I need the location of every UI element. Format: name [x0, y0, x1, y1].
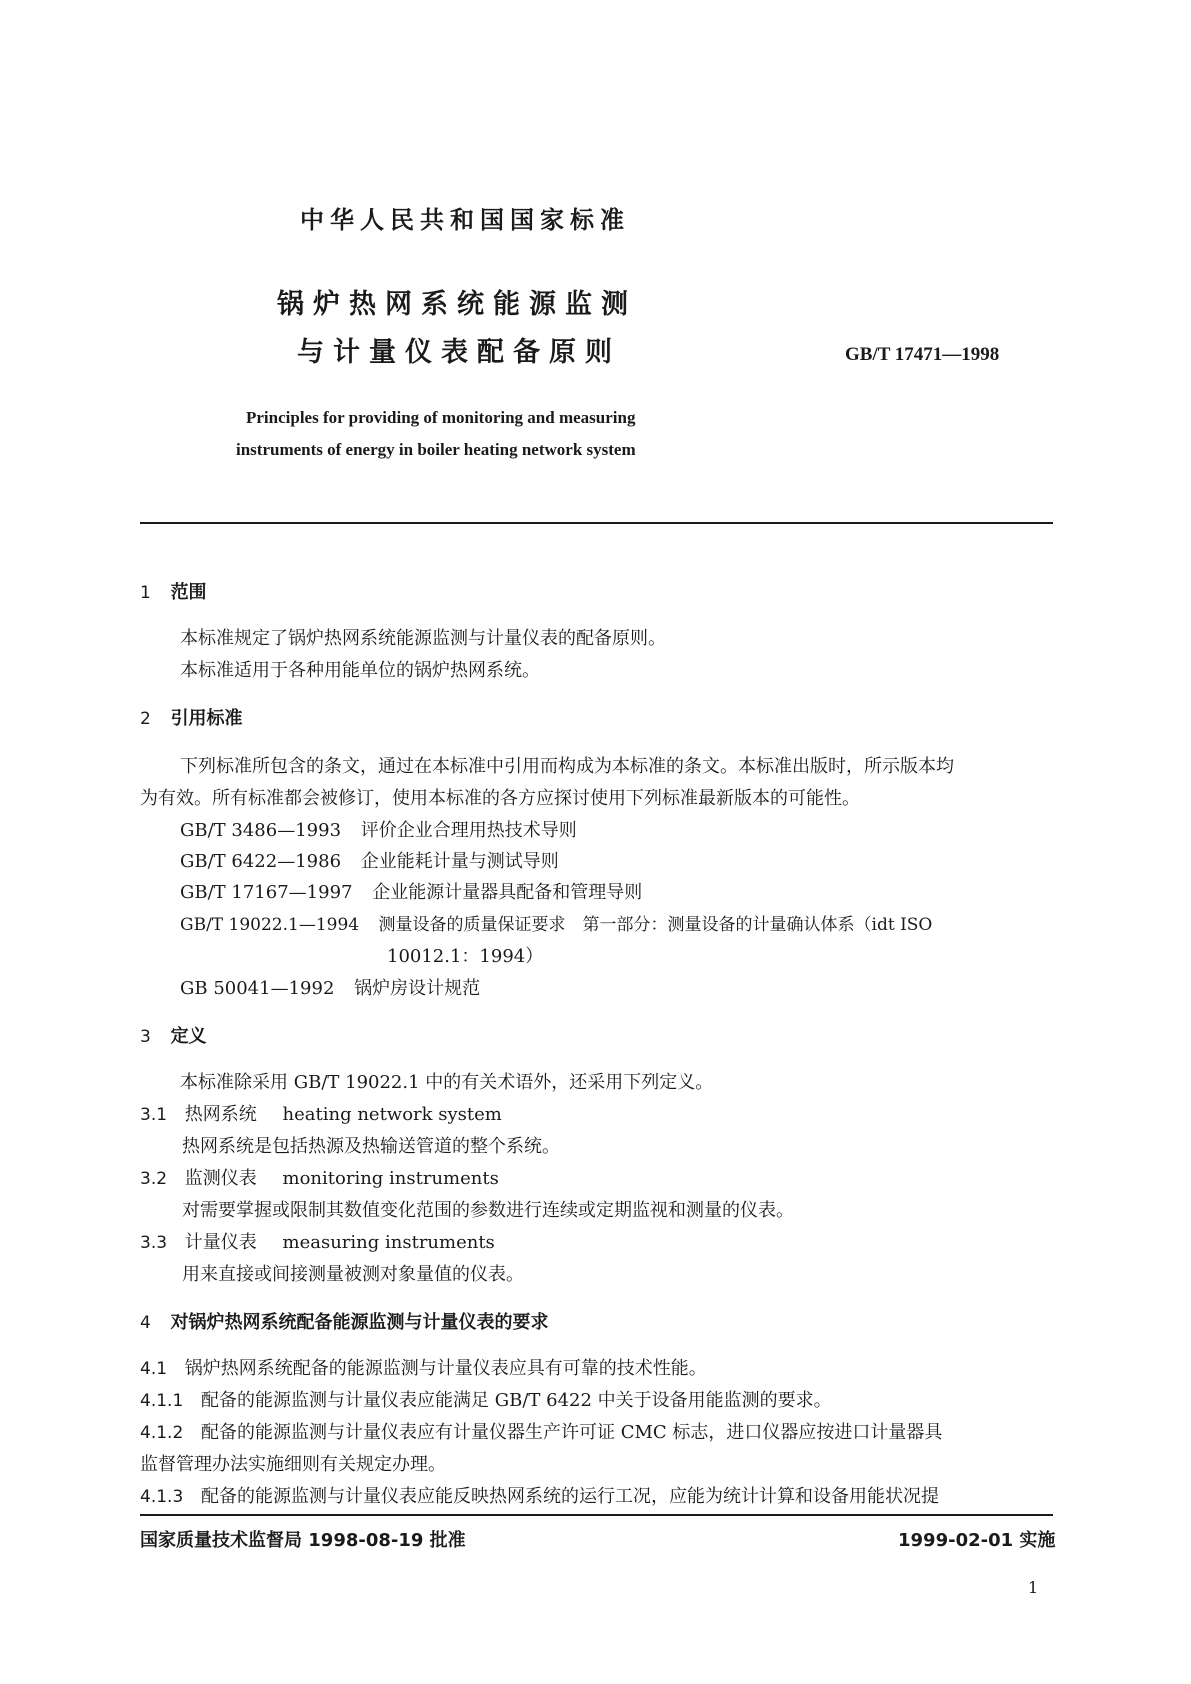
section3-title: 定义: [170, 1026, 207, 1047]
clause-row: [140, 1418, 942, 1444]
footer-divider: [140, 1514, 1053, 1516]
reference-title: 评价企业合理用热技术导则: [360, 820, 577, 841]
section2-number: 2: [140, 709, 151, 729]
definition-number: 3.2: [140, 1169, 168, 1189]
clause-text: 锅炉热网系统配备的能源监测与计量仪表应具有可靠的技术性能。: [184, 1358, 707, 1379]
definition-term-row: [140, 1228, 495, 1254]
reference-item: [180, 847, 559, 873]
clause-number: 4.1.1: [140, 1391, 184, 1411]
document-title-line2: 与计量仪表配备原则: [297, 337, 621, 368]
clause-row: [140, 1386, 832, 1412]
definition-number: 3.3: [140, 1233, 168, 1253]
section1-title: 范围: [170, 582, 207, 603]
definition-term-row: [140, 1100, 502, 1126]
section1-paragraph-1: 本标准规定了锅炉热网系统能源监测与计量仪表的配备原则。: [180, 628, 666, 649]
clause-row: [140, 1354, 707, 1380]
section1-paragraph-2: 本标准适用于各种用能单位的锅炉热网系统。: [180, 660, 540, 681]
reference-title: 企业能耗计量与测试导则: [360, 851, 559, 872]
section4-heading: [140, 1308, 549, 1334]
reference-title: 测量设备的质量保证要求 第一部分：测量设备的计量确认体系（idt ISO: [378, 915, 933, 935]
clause-text: 配备的能源监测与计量仪表应有计量仪器生产许可证 CMC 标志，进口仪器应按进口计量器具: [201, 1422, 943, 1443]
section4-number: 4: [140, 1313, 151, 1333]
reference-item: [180, 974, 480, 1000]
reference-code: GB/T 6422—1986: [180, 851, 342, 872]
english-title-line2: instruments of energy in boiler heating network system: [236, 440, 636, 459]
reference-item: [180, 910, 932, 935]
section3-number: 3: [140, 1027, 151, 1047]
reference-title: 锅炉房设计规范: [354, 978, 481, 999]
page-number: 1: [1028, 1578, 1039, 1597]
section2-intro-line2: 为有效。所有标准都会被修订，使用本标准的各方应探讨使用下列标准最新版本的可能性。: [140, 788, 860, 809]
section1-heading: [140, 578, 207, 604]
reference-code: GB/T 17167—1997: [180, 882, 353, 903]
definition-english: heating network system: [282, 1104, 502, 1125]
clause-text: 配备的能源监测与计量仪表应能反映热网系统的运行工况，应能为统计计算和设备用能状况提: [201, 1486, 939, 1507]
approval-line: 国家质量技术监督局 1998-08-19 批准: [140, 1530, 466, 1551]
section2-title: 引用标准: [170, 708, 243, 729]
clause-text-continuation: 监督管理办法实施细则有关规定办理。: [140, 1454, 446, 1475]
definition-term: 热网系统: [184, 1104, 257, 1125]
definition-term-row: [140, 1164, 499, 1190]
definition-english: measuring instruments: [282, 1232, 495, 1253]
clause-text: 配备的能源监测与计量仪表应能满足 GB/T 6422 中关于设备用能监测的要求。: [201, 1390, 832, 1411]
section1-number: 1: [140, 583, 151, 603]
definition-term: 监测仪表: [184, 1168, 257, 1189]
implementation-line: 1999-02-01 实施: [898, 1530, 1056, 1551]
reference-item: [180, 878, 642, 904]
definition-text: 热网系统是包括热源及热输送管道的整个系统。: [182, 1136, 560, 1157]
country-standard-heading: 中华人民共和国国家标准: [300, 206, 630, 234]
english-title-line1: Principles for providing of monitoring and measuring: [246, 408, 636, 427]
reference-item: [180, 816, 577, 842]
clause-row: [140, 1482, 939, 1508]
clause-number: 4.1.2: [140, 1423, 184, 1443]
document-title-line1: 锅炉热网系统能源监测: [277, 289, 637, 320]
definition-text: 对需要掌握或限制其数值变化范围的参数进行连续或定期监视和测量的仪表。: [182, 1200, 794, 1221]
section2-intro-line1: 下列标准所包含的条文，通过在本标准中引用而构成为本标准的条文。本标准出版时，所示版本均: [180, 756, 954, 777]
reference-code: GB 50041—1992: [180, 978, 335, 999]
reference-title-continuation: 10012.1：1994）: [387, 946, 544, 967]
header-divider: [140, 522, 1053, 524]
section3-intro: 本标准除采用 GB/T 19022.1 中的有关术语外，还采用下列定义。: [180, 1072, 714, 1093]
reference-title: 企业能源计量器具配备和管理导则: [372, 882, 643, 903]
reference-code: GB/T 3486—1993: [180, 820, 342, 841]
clause-number: 4.1.3: [140, 1487, 184, 1507]
clause-number: 4.1: [140, 1359, 168, 1379]
definition-text: 用来直接或间接测量被测对象量值的仪表。: [182, 1264, 524, 1285]
definition-english: monitoring instruments: [282, 1168, 499, 1189]
definition-term: 计量仪表: [184, 1232, 257, 1253]
section2-heading: [140, 704, 243, 730]
section4-title: 对锅炉热网系统配备能源监测与计量仪表的要求: [170, 1312, 549, 1333]
reference-code: GB/T 19022.1—1994: [180, 915, 360, 935]
standard-number: GB/T 17471—1998: [845, 344, 1000, 365]
definition-number: 3.1: [140, 1105, 168, 1125]
section3-heading: [140, 1022, 207, 1048]
